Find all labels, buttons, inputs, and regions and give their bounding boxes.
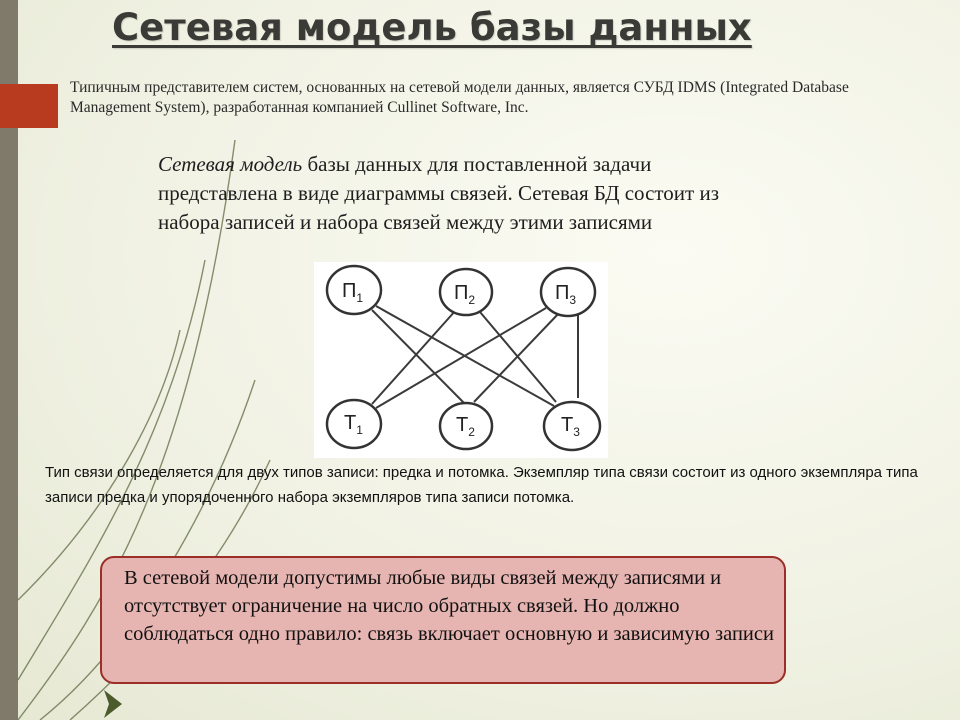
intro-paragraph: Типичным представителем систем, основанных на сетевой модели данных, является СУБД IDMS (Integrated Database Management System), разработанная компанией Cullinet Software, Inc. [70,79,849,116]
rule-callout [100,556,786,684]
arrow-marker-icon [104,690,122,718]
rule-text: В сетевой модели допустимы любые виды связей между записями и отсутствует ограничение на число обратных связей. Но должно соблюдаться одно правило: связь включает основную и зависимую записи [124,567,774,645]
node-t3-label: $Т_3$ [561,414,580,439]
accent-block [0,84,58,128]
lead-term: Сетевая модель [158,152,303,176]
page-title: Сетевая модель базы данных [112,6,752,49]
network-diagram [314,262,608,458]
node-p3-label: $П_3$ [555,282,577,307]
link-p3-t1 [376,308,546,408]
node-p1-label: $П_1$ [342,280,364,305]
node-t1-label: $Т_1$ [344,412,363,437]
lead-rest: базы данных для поставленной задачи представлена в виде диаграммы связей. Сетевая БД состоит из набора записей и набора связей между этими записями [158,152,720,234]
relation-paragraph: Тип связи определяется для двух типов записи: предка и потомка. Экземпляр типа связи состоит из одного экземпляра типа записи предка и упорядоченного набора экземпляров типа записи потомка. [45,464,918,506]
link-p1-t2 [372,310,466,405]
node-p2-label: $П_2$ [454,282,476,307]
lead-paragraph [158,150,758,237]
node-t2-label: $Т_2$ [456,414,475,439]
